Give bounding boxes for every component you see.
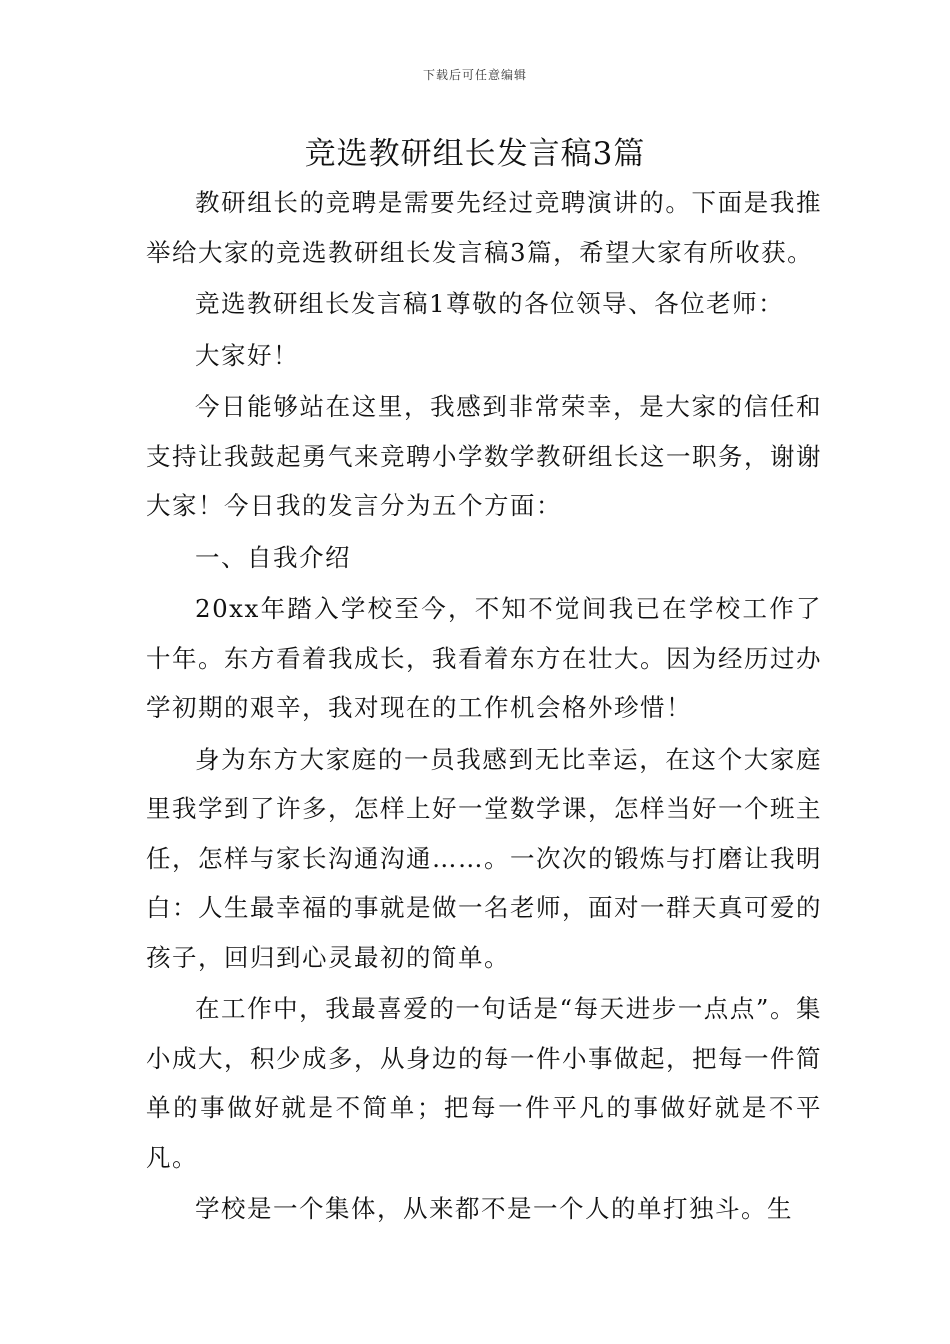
paragraph-opening: 今日能够站在这里，我感到非常荣幸，是大家的信任和支持让我鼓起勇气来竞聘小学数学教研组长这一职务，谢谢大家！今日我的发言分为五个方面：: [146, 392, 822, 520]
header-note: 下载后可任意编辑: [422, 68, 527, 82]
paragraph-greeting: 大家好！: [195, 340, 299, 370]
paragraph-salutation: 竞选教研组长发言稿1尊敬的各位领导、各位老师：: [195, 289, 785, 318]
document-title: 竞选教研组长发言稿3篇: [304, 136, 646, 172]
paragraph-motto: 在工作中，我最喜爱的一句话是“每天进步一点点”。集小成大，积少成多，从身边的每一件小事做起，把每一件简单的事做好就是不简单；把每一件平凡的事做好就是不平凡。: [146, 994, 822, 1172]
paragraph-intro: 教研组长的竞聘是需要先经过竞聘演讲的。下面是我推举给大家的竞选教研组长发言稿3篇，希望大家有所收获。: [146, 188, 822, 267]
paragraph-experience: 20xx年踏入学校至今，不知不觉间我已在学校工作了十年。东方看着我成长，我看着东方在壮大。因为经历过办学初期的艰辛，我对现在的工作机会格外珍惜！: [146, 594, 822, 722]
section-heading: 一、自我介绍: [195, 542, 351, 572]
document-body: [146, 178, 822, 1236]
paragraph-family: 身为东方大家庭的一员我感到无比幸运，在这个大家庭里我学到了许多，怎样上好一堂数学课，怎样当好一个班主任，怎样与家长沟通沟通……。一次次的锻炼与打磨让我明白：人生最幸福的事就是做一名老师，面对一群天真可爱的孩子，回归到心灵最初的简单。: [146, 744, 822, 972]
paragraph-collective: 学校是一个集体，从来都不是一个人的单打独斗。生: [195, 1194, 793, 1223]
